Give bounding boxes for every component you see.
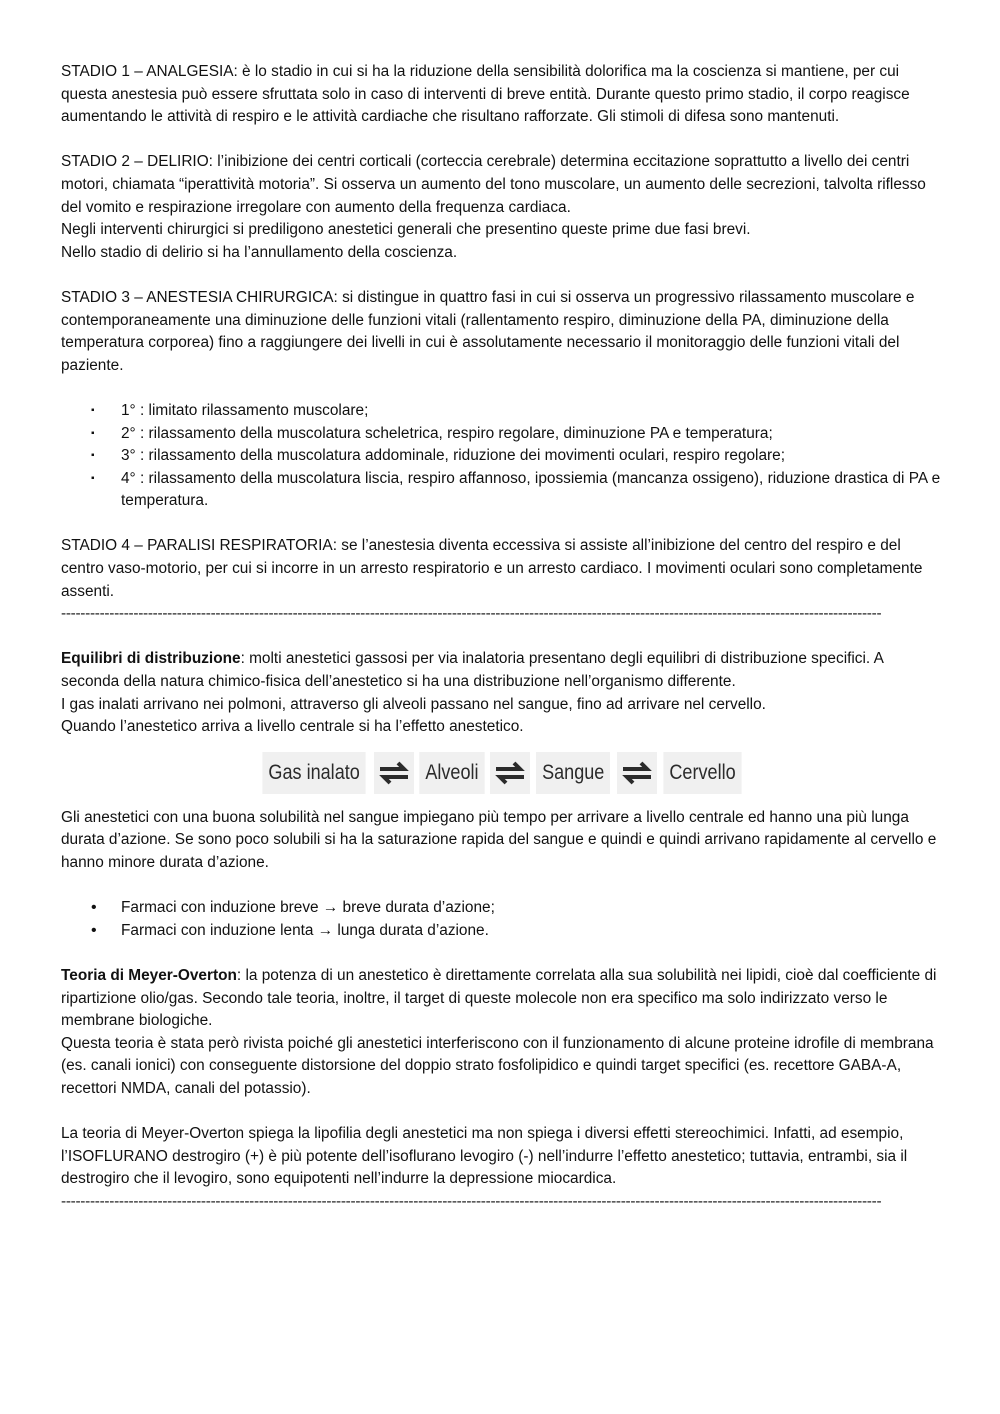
flow-node-gas: Gas inalato	[263, 752, 366, 794]
list-item: • Farmaci con induzione lenta → lunga durata d’azione.	[61, 920, 941, 943]
equilibri-paragraph: Equilibri di distribuzione: molti anestetici gassosi per via inalatoria presentano degli equilibri di distribuzione specifici. A seconda della natura chimico-fisica dell’anestetico si ha una distribuzione nell’organismo differente.	[61, 650, 884, 691]
distribution-flow-diagram	[61, 750, 941, 796]
bullet-dot-icon: •	[91, 899, 97, 917]
list-item: • Farmaci con induzione breve → breve durata d’azione;	[61, 897, 941, 920]
equilibrium-arrows-icon	[617, 752, 657, 794]
stadio-2-note: Negli interventi chirurgici si prediligono anestetici generali che presentino queste prime due fasi brevi.	[61, 221, 751, 239]
meyer-overton-stereo: La teoria di Meyer-Overton spiega la lipofilia degli anestetici ma non spiega i diversi effetti stereochimici. Infatti, ad esempio, l’ISOFLURANO destrogiro (+) è più potente dell’isoflurano levogiro (-) nell’indurre l’effetto anestetico; tuttavia, entrambi, sia il destrogiro che il levogiro, sono equipotenti nell’indurre la depressione miocardica.	[61, 1125, 908, 1188]
flow-node-alveoli: Alveoli	[420, 752, 485, 794]
list-item: ▪ 3° : rilassamento della muscolatura addominale, riduzione dei movimenti oculari, respiro regolare;	[61, 445, 941, 468]
equilibrium-arrows-icon	[490, 752, 530, 794]
stadio-3-paragraph: STADIO 3 – ANESTESIA CHIRURGICA: si distingue in quattro fasi in cui si osserva un progressivo rilassamento muscolare e contemporaneamente una diminuzione delle funzioni vitali (rallentamento respiro, diminuzione della PA, diminuzione della temperatura corporea) fino a raggiungere dei livelli in cui è assolutamente necessario il monitoraggio delle funzioni vitali del paziente.	[61, 288, 915, 374]
stadio-2-paragraph: STADIO 2 – DELIRIO: l’inibizione dei centri corticali (corteccia cerebrale) determina eccitazione soprattutto a livello dei centri motori, chiamata “iperattività motoria”. Si osserva un aumento del tono muscolare, un aumento delle secrezioni, talvolta riflesso del vomito e respirazione irregolare con aumento della frequenza cardiaca.	[61, 153, 926, 216]
meyer-overton-title: Teoria di Meyer-Overton	[61, 966, 237, 984]
solubilita-paragraph: Gli anestetici con una buona solubilità nel sangue impiegano più tempo per arrivare a livello centrale ed hanno una più lunga durata d’azione. Se sono poco solubili si ha la saturazione rapida del sangue e quindi e quindi arrivano rapidamente al cervello e hanno minore durata d’azione.	[61, 808, 937, 871]
document-body	[61, 61, 941, 1214]
square-bullet-icon: ▪	[91, 472, 95, 484]
farmaci-list	[61, 897, 941, 942]
square-bullet-icon: ▪	[91, 404, 95, 416]
stadio-1-paragraph: STADIO 1 – ANALGESIA: è lo stadio in cui si ha la riduzione della sensibilità dolorifica ma la coscienza si mantiene, per cui questa anestesia può essere sfruttata solo in caso di interventi di breve entità. Durante questo primo stadio, il corpo reagisce aumentando le attività di respiro e le attività cardiache che risultano rafforzate. Gli stimoli di difesa sono mantenuti.	[61, 63, 910, 126]
square-bullet-icon: ▪	[91, 450, 95, 462]
stadio-3-phase-list	[61, 400, 941, 513]
flow-node-sangue: Sangue	[536, 752, 610, 794]
equilibri-line-3: Quando l’anestetico arriva a livello centrale si ha l’effetto anestetico.	[61, 718, 524, 736]
list-item: ▪ 4° : rilassamento della muscolatura liscia, respiro affannoso, ipossiemia (mancanza ossigeno), riduzione drastica di PA e temperatura.	[91, 469, 941, 510]
equilibri-line-2: I gas inalati arrivano nei polmoni, attraverso gli alveoli passano nel sangue, fino ad arrivare nel cervello.	[61, 695, 766, 713]
stadio-2-note-2: Nello stadio di delirio si ha l’annullamento della coscienza.	[61, 243, 458, 261]
equilibri-title: Equilibri di distribuzione	[61, 650, 241, 668]
list-item: ▪ 2° : rilassamento della muscolatura scheletrica, respiro regolare, diminuzione PA e temperatura;	[61, 423, 941, 446]
flow-node-cervello: Cervello	[663, 752, 741, 794]
meyer-overton-revision: Questa teoria è stata però rivista poiché gli anestetici interferiscono con il funzionamento di alcune proteine idrofile di membrana (es. canali ionici) con conseguente distorsione del doppio strato fosfolipidico e quindi target specifici (es. recettore GABA-A, recettori NMDA, canali del potassio).	[61, 1034, 934, 1097]
section-divider: --------------------------------------------------------------------------------------------------------------------------------------------------------------------------	[61, 1192, 882, 1210]
list-item: ▪ 1° : limitato rilassamento muscolare;	[61, 400, 941, 423]
square-bullet-icon: ▪	[91, 427, 95, 439]
section-divider: --------------------------------------------------------------------------------------------------------------------------------------------------------------------------	[61, 605, 882, 623]
equilibrium-arrows-icon	[374, 752, 414, 794]
stadio-4-paragraph: STADIO 4 – PARALISI RESPIRATORIA: se l’anestesia diventa eccessiva si assiste all’inibizione del centro del respiro e del centro vaso-motorio, per cui si incorre in un arresto respiratorio e un arresto cardiaco. I movimenti oculari sono completamente assenti.	[61, 537, 923, 600]
meyer-overton-paragraph: Teoria di Meyer-Overton: la potenza di un anestetico è direttamente correlata alla sua solubilità nei lipidi, cioè dal coefficiente di ripartizione olio/gas. Secondo tale teoria, inoltre, il target di queste molecole non era specifico ma solo indirizzato verso le membrane biologiche.	[61, 966, 937, 1030]
bullet-dot-icon: •	[91, 921, 97, 939]
